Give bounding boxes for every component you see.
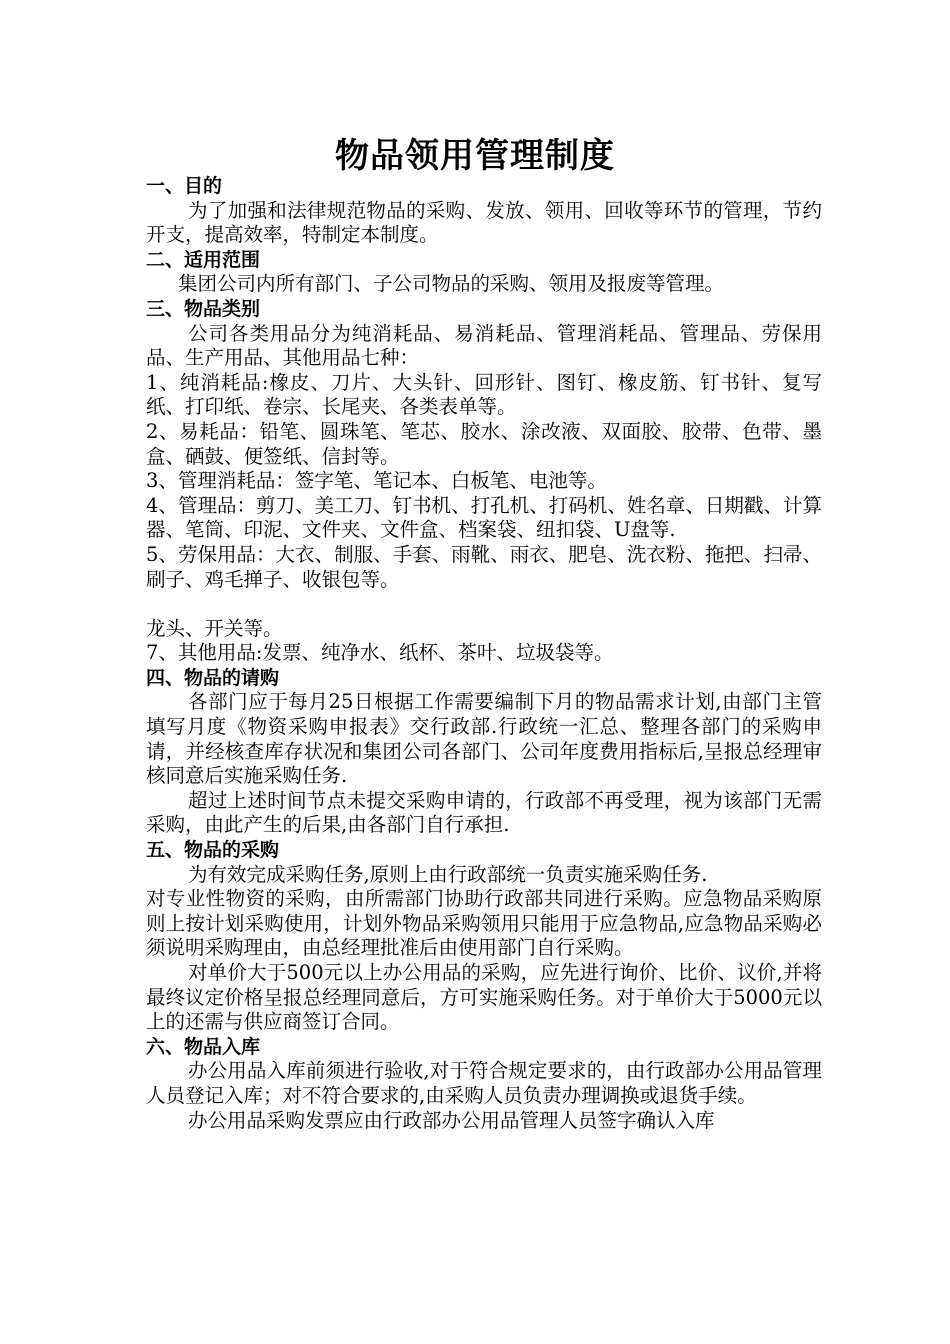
list-item: 1、纯消耗品:橡皮、刀片、大头针、回形针、图钉、橡皮筋、钉书针、复写纸、打印纸、卷宗、长尾夹、各类表单等。 bbox=[146, 370, 822, 419]
section-heading-categories: 三、物品类别 bbox=[146, 297, 261, 320]
paragraph: 公司各类用品分为纯消耗品、易消耗品、管理消耗品、管理品、劳保用品、生产用品、其他用品七种： bbox=[146, 321, 822, 370]
section-heading-procurement: 五、物品的采购 bbox=[146, 839, 280, 862]
list-item: 4、管理品：剪刀、美工刀、钉书机、打孔机、打码机、姓名章、日期戳、计算器、笔筒、印泥、文件夹、文件盒、档案袋、纽扣袋、U盘等. bbox=[146, 493, 822, 542]
paragraph: 超过上述时间节点未提交采购申请的，行政部不再受理，视为该部门无需采购，由此产生的后果,由各部门自行承担. bbox=[146, 788, 822, 837]
paragraph: 对专业性物资的采购，由所需部门协助行政部共同进行采购。应急物品采购原则上按计划采购使用，计划外物品采购领用只能用于应急物品,应急物品采购必须说明采购理由，由总经理批准后由使用部门自行采购。 bbox=[146, 887, 822, 960]
list-item: 龙头、开关等。 bbox=[146, 616, 283, 640]
section-heading-warehousing: 六、物品入库 bbox=[146, 1035, 261, 1058]
blank-line bbox=[146, 592, 822, 617]
paragraph: 为了加强和法律规范物品的采购、发放、领用、回收等环节的管理，节约开支，提高效率，特制定本制度。 bbox=[146, 198, 822, 247]
paragraph: 办公用品入库前须进行验收,对于符合规定要求的，由行政部办公用品管理人员登记入库；对不符合要求的,由采购人员负责办理调换或退货手续。 bbox=[146, 1059, 822, 1107]
paragraph: 对单价大于500元以上办公用品的采购，应先进行询价、比价、议价,并将最终议定价格呈报总经理同意后，方可实施采购任务。对于单价大于5000元以上的还需与供应商签订合同。 bbox=[146, 961, 822, 1034]
list-item: 5、劳保用品：大衣、制服、手套、雨靴、雨衣、肥皂、洗衣粉、拖把、扫帚、刷子、鸡毛掸子、收银包等。 bbox=[146, 542, 822, 591]
document-title: 物品领用管理制度 bbox=[335, 136, 615, 176]
list-item: 2、易耗品：铅笔、圆珠笔、笔芯、胶水、涂改液、双面胶、胶带、色带、墨盒、硒鼓、便签纸、信封等。 bbox=[146, 419, 822, 468]
paragraph: 为有效完成采购任务,原则上由行政部统一负责实施采购任务. bbox=[188, 862, 708, 886]
section-heading-scope: 二、适用范围 bbox=[146, 248, 261, 271]
paragraph: 各部门应于每月25日根据工作需要编制下月的物品需求计划,由部门主管填写月度《物资采购申报表》交行政部.行政统一汇总、整理各部门的采购申请，并经核查库存状况和集团公司各部门、公司年度费用指标后,呈报总经理审核同意后实施采购任务. bbox=[146, 690, 822, 788]
paragraph: 集团公司内所有部门、子公司物品的采购、领用及报废等管理。 bbox=[178, 272, 725, 296]
section-heading-requisition: 四、物品的请购 bbox=[146, 666, 280, 689]
document-body bbox=[146, 174, 822, 1133]
paragraph: 办公用品采购发票应由行政部办公用品管理人员签字确认入库 bbox=[188, 1108, 715, 1132]
list-item: 3、管理消耗品：签字笔、笔记本、白板笔、电池等。 bbox=[146, 469, 607, 493]
list-item: 7、其他用品:发票、纯净水、纸杯、茶叶、垃圾袋等。 bbox=[146, 641, 614, 665]
section-heading-purpose: 一、目的 bbox=[146, 175, 223, 197]
